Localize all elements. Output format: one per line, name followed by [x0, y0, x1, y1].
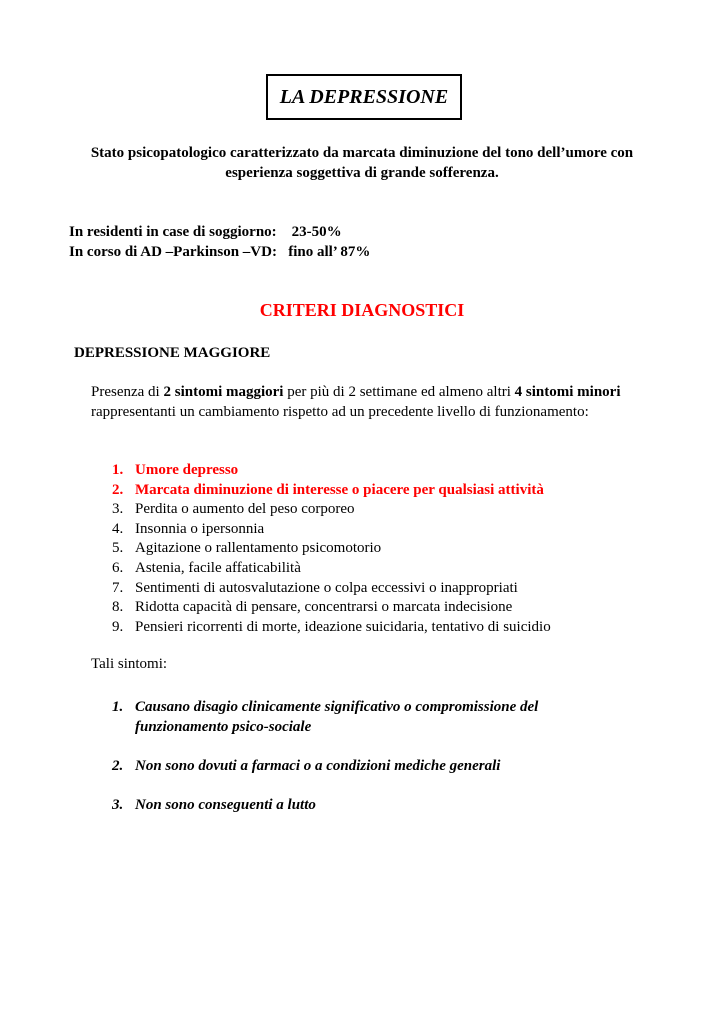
consequence-text: Non sono dovuti a farmaci o a condizioni mediche generali: [135, 758, 501, 774]
symptom-text: Ridotta capacità di pensare, concentrarsi o marcata indecisione: [135, 599, 513, 616]
list-number: 1.: [112, 699, 124, 715]
stat-row: [69, 242, 370, 262]
consequence-list: [112, 697, 632, 834]
symptom-text: Sentimenti di autosvalutazione o colpa eccessivi o inappropriati: [135, 579, 518, 596]
list-number: 6.: [112, 559, 124, 576]
list-number: 4.: [112, 520, 124, 537]
criteria-paragraph: [91, 382, 661, 422]
stat-row: [69, 222, 370, 242]
list-item: [112, 579, 551, 599]
criteria-heading: CRITERI DIAGNOSTICI: [259, 300, 465, 320]
list-item: [112, 461, 551, 481]
stat-value: 23-50%: [291, 224, 342, 240]
consequence-text: Causano disagio clinicamente significativo o compromissione del funzionamento psico-sociale: [135, 699, 539, 735]
list-number: 7.: [112, 579, 124, 596]
list-number: 9.: [112, 618, 124, 635]
list-item: [112, 618, 551, 638]
symptom-list: [112, 461, 551, 637]
paragraph-text: per più di 2 settimane ed almeno altri: [283, 384, 515, 400]
consequence-text: Non sono conseguenti a lutto: [135, 797, 316, 813]
list-number: 3.: [112, 797, 124, 813]
page-title: LA DEPRESSIONE: [279, 85, 449, 108]
list-number: 2.: [112, 758, 124, 774]
list-item: [112, 795, 632, 815]
tali-sintomi-label: Tali sintomi:: [91, 656, 168, 672]
paragraph-text: rappresentanti un cambiamento rispetto ad un precedente livello di funzionamento:: [91, 404, 589, 420]
section-subheading: DEPRESSIONE MAGGIORE: [74, 345, 271, 361]
list-item: [112, 539, 551, 559]
major-symptoms-count: 2 sintomi maggiori: [163, 384, 284, 400]
list-number: 1.: [112, 462, 124, 478]
list-number: 2.: [112, 481, 124, 498]
symptom-text: Umore depresso: [135, 462, 239, 478]
list-item: [112, 520, 551, 540]
symptom-text: Pensieri ricorrenti di morte, ideazione suicidaria, tentativo di suicidio: [135, 618, 551, 635]
symptom-text: Marcata diminuzione di interesse o piacere per qualsiasi attività: [135, 481, 544, 498]
list-item: [112, 697, 632, 737]
list-item: [112, 500, 551, 520]
paragraph-text: Presenza di: [91, 384, 164, 400]
list-number: 5.: [112, 540, 124, 557]
prevalence-stats: [69, 222, 370, 262]
minor-symptoms-count: 4 sintomi minori: [514, 384, 621, 400]
symptom-text: Perdita o aumento del peso corporeo: [135, 501, 355, 518]
title-box: [266, 74, 462, 120]
list-item: [112, 598, 551, 618]
intro-definition: Stato psicopatologico caratterizzato da marcata diminuzione del tono dell’umore con esperienza soggettiva di grande sofferenza.: [90, 145, 634, 181]
list-number: 8.: [112, 599, 124, 616]
list-item: [112, 481, 551, 501]
list-item: [112, 756, 632, 776]
symptom-text: Agitazione o rallentamento psicomotorio: [135, 540, 382, 557]
stat-label: In corso di AD –Parkinson –VD:: [69, 244, 277, 260]
list-item: [112, 559, 551, 579]
symptom-text: Insonnia o ipersonnia: [135, 520, 265, 537]
stat-label: In residenti in case di soggiorno:: [69, 224, 277, 240]
symptom-text: Astenia, facile affaticabilità: [135, 559, 301, 576]
stat-value: fino all’ 87%: [288, 244, 371, 260]
list-number: 3.: [112, 501, 124, 518]
